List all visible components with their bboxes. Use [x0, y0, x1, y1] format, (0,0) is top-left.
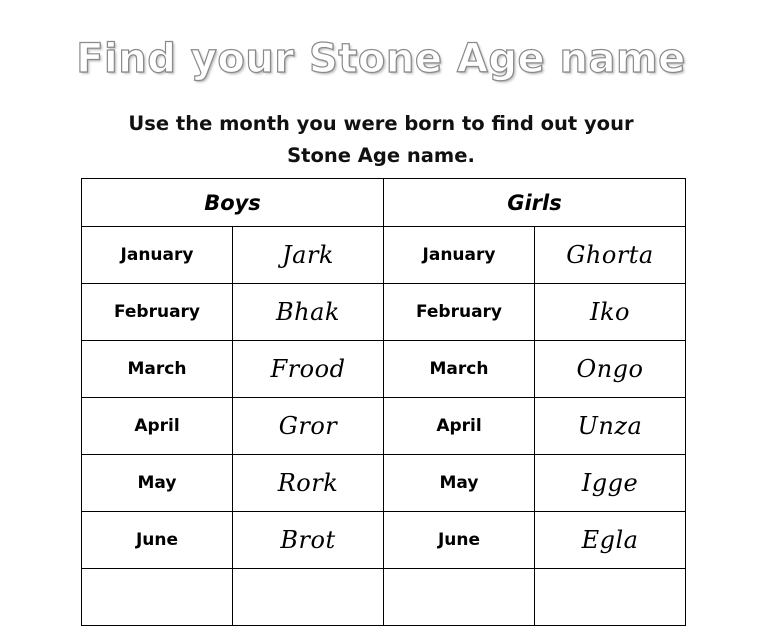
page-title: Find your Stone Age name: [76, 36, 686, 82]
girl-name-cell: Unza: [535, 398, 686, 455]
table-row: [82, 341, 686, 398]
table-row: [82, 455, 686, 512]
boy-month-cell: May: [82, 455, 233, 512]
table-row: [82, 398, 686, 455]
table-row-partial: [82, 569, 686, 626]
boy-month-cell: January: [82, 227, 233, 284]
boys-header: Boys: [82, 179, 384, 227]
boy-name-cell: Rork: [233, 455, 384, 512]
girl-name-cell: Iko: [535, 284, 686, 341]
girl-month-cell: March: [384, 341, 535, 398]
girl-month-cell: January: [384, 227, 535, 284]
girl-month-cell: February: [384, 284, 535, 341]
girl-name-cell: Ongo: [535, 341, 686, 398]
boy-month-cell: March: [82, 341, 233, 398]
boy-month-cell: February: [82, 284, 233, 341]
boy-name-cell: Bhak: [233, 284, 384, 341]
instructions-text: Use the month you were born to find out your Stone Age name.: [128, 112, 634, 167]
boy-name-cell: Brot: [233, 512, 384, 569]
girl-month-cell: April: [384, 398, 535, 455]
table-header-row: [82, 179, 686, 227]
boy-name-cell: Gror: [233, 398, 384, 455]
table-row: [82, 284, 686, 341]
boy-month-cell: June: [82, 512, 233, 569]
girls-header: Girls: [384, 179, 686, 227]
boy-name-cell: Jark: [233, 227, 384, 284]
table-row: [82, 227, 686, 284]
girl-month-cell: June: [384, 512, 535, 569]
boy-name-cell: Frood: [233, 341, 384, 398]
girl-name-cell: Ghorta: [535, 227, 686, 284]
girl-month-cell: May: [384, 455, 535, 512]
stone-age-names-table: [81, 178, 686, 626]
boy-month-cell: April: [82, 398, 233, 455]
girl-name-cell: Igge: [535, 455, 686, 512]
girl-name-cell: Egla: [535, 512, 686, 569]
table-row: [82, 512, 686, 569]
